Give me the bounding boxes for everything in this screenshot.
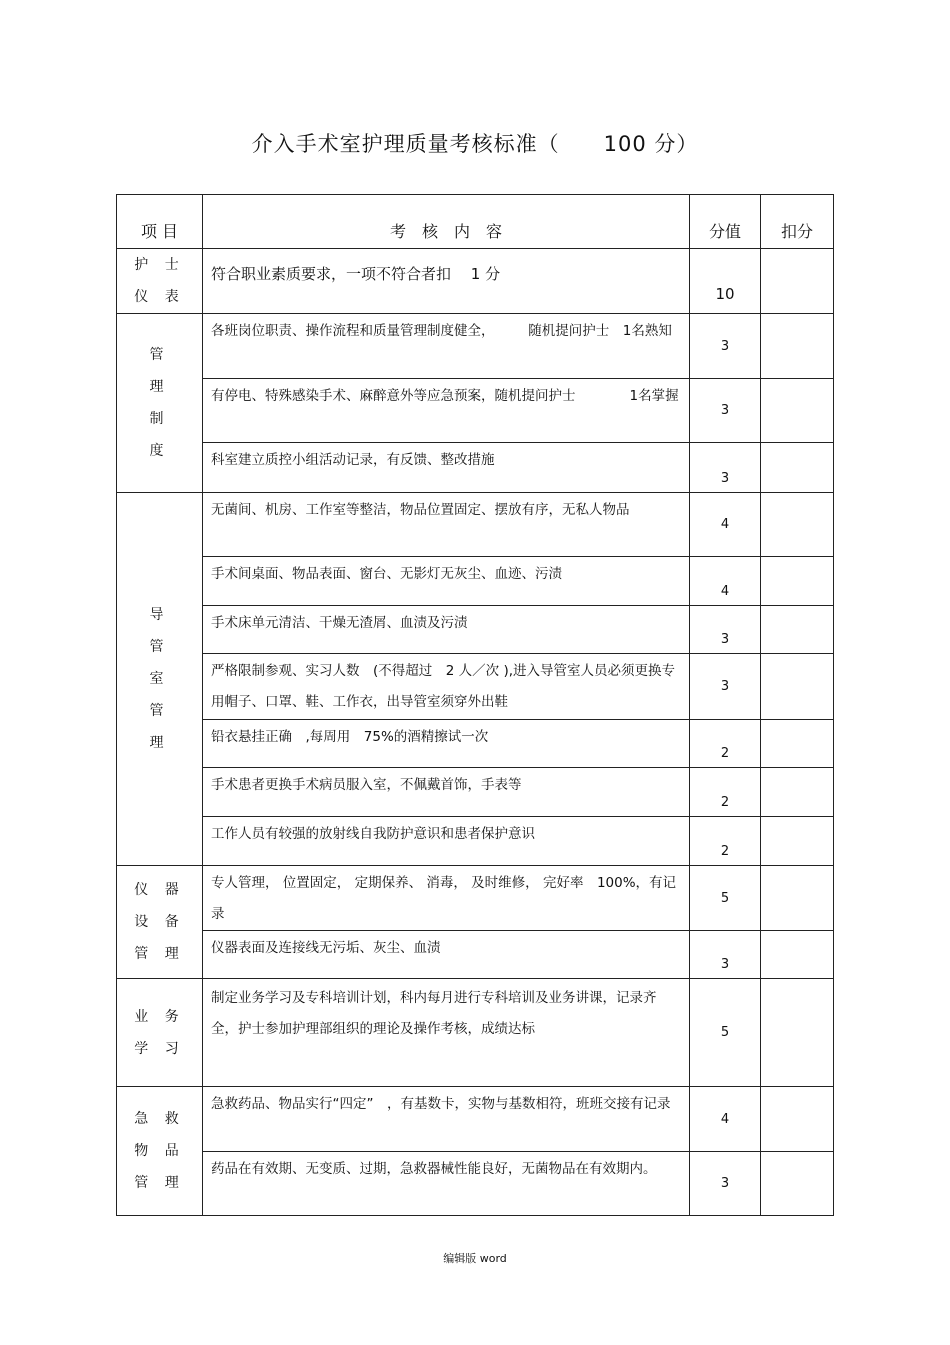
category-cell: 管 理 制 度: [117, 314, 203, 493]
table-row: [117, 557, 834, 606]
deduct-cell[interactable]: [761, 606, 834, 654]
content-cell: 制定业务学习及专科培训计划，科内每月进行专科培训及业务讲课，记录齐全，护士参加护理部组织的理论及操作考核，成绩达标: [203, 979, 690, 1087]
score-cell: 4: [690, 557, 761, 606]
content-cell: 药品在有效期、无变质、过期，急救器械性能良好，无菌物品在有效期内。: [203, 1152, 690, 1216]
table-row: [117, 493, 834, 557]
deduct-cell[interactable]: [761, 654, 834, 720]
deduct-cell[interactable]: [761, 314, 834, 379]
score-cell: 3: [690, 1152, 761, 1216]
content-cell: 手术间桌面、物品表面、窗台、无影灯无灰尘、血迹、污渍: [203, 557, 690, 606]
header-score: 分值: [690, 195, 761, 249]
deduct-cell[interactable]: [761, 931, 834, 979]
deduct-cell[interactable]: [761, 443, 834, 493]
title-score: 100 分）: [603, 132, 699, 156]
table-row: [117, 1152, 834, 1216]
category-cell: 急 救 物 品 管 理: [117, 1087, 203, 1216]
score-cell: 5: [690, 979, 761, 1087]
table-row: [117, 866, 834, 931]
table-row: [117, 720, 834, 768]
table-header-row: [117, 195, 834, 249]
table-row: [117, 443, 834, 493]
deduct-cell[interactable]: [761, 768, 834, 817]
table-row: [117, 817, 834, 866]
deduct-cell[interactable]: [761, 557, 834, 606]
table-row: [117, 1087, 834, 1152]
score-cell: 4: [690, 1087, 761, 1152]
header-deduct: 扣分: [761, 195, 834, 249]
content-cell: 专人管理， 位置固定， 定期保养、 消毒， 及时维修， 完好率 100%，有记录: [203, 866, 690, 931]
content-cell: 仪器表面及连接线无污垢、灰尘、血渍: [203, 931, 690, 979]
score-cell: 3: [690, 931, 761, 979]
deduct-cell[interactable]: [761, 493, 834, 557]
table-row: [117, 768, 834, 817]
footer-text: 编辑版 word: [443, 1252, 507, 1265]
table-row: [117, 606, 834, 654]
header-content: 考 核 内 容: [203, 195, 690, 249]
table-row: [117, 979, 834, 1087]
score-cell: 3: [690, 314, 761, 379]
content-cell: 手术患者更换手术病员服入室，不佩戴首饰，手表等: [203, 768, 690, 817]
category-cell: 护 士 仪 表: [117, 249, 203, 314]
score-cell: 3: [690, 379, 761, 443]
score-cell: 5: [690, 866, 761, 931]
score-cell: 2: [690, 720, 761, 768]
category-cell: 导 管 室 管 理: [117, 493, 203, 866]
content-cell: 符合职业素质要求，一项不符合者扣 1 分: [203, 249, 690, 314]
score-cell: 3: [690, 443, 761, 493]
table-row: [117, 654, 834, 720]
header-item: 项 目: [117, 195, 203, 249]
score-cell: 3: [690, 606, 761, 654]
assessment-table: [116, 194, 834, 1216]
table-row: [117, 379, 834, 443]
score-cell: 3: [690, 654, 761, 720]
category-cell: 业 务 学 习: [117, 979, 203, 1087]
table-row: [117, 931, 834, 979]
content-cell: 急救药品、物品实行“四定” ，有基数卡，实物与基数相符，班班交接有记录: [203, 1087, 690, 1152]
content-cell: 严格限制参观、实习人数 (不得超过 2 人／次 ),进入导管室人员必须更换专用帽子、口罩、鞋、工作衣，出导管室须穿外出鞋: [203, 654, 690, 720]
content-cell: 工作人员有较强的放射线自我防护意识和患者保护意识: [203, 817, 690, 866]
content-cell: 各班岗位职责、操作流程和质量管理制度健全， 随机提问护士 1名熟知: [203, 314, 690, 379]
category-cell: 仪 器 设 备 管 理: [117, 866, 203, 979]
deduct-cell[interactable]: [761, 817, 834, 866]
deduct-cell[interactable]: [761, 379, 834, 443]
content-cell: 手术床单元清洁、干燥无渣屑、血渍及污渍: [203, 606, 690, 654]
page-title: [0, 128, 950, 158]
deduct-cell[interactable]: [761, 720, 834, 768]
score-cell: 2: [690, 768, 761, 817]
deduct-cell[interactable]: [761, 249, 834, 314]
score-cell: 10: [690, 249, 761, 314]
title-text: 介入手术室护理质量考核标准（: [251, 132, 560, 156]
content-cell: 有停电、特殊感染手术、麻醉意外等应急预案，随机提问护士 1名掌握: [203, 379, 690, 443]
content-cell: 无菌间、机房、工作室等整洁，物品位置固定、摆放有序，无私人物品: [203, 493, 690, 557]
deduct-cell[interactable]: [761, 1152, 834, 1216]
table-row: [117, 314, 834, 379]
deduct-cell[interactable]: [761, 1087, 834, 1152]
table-row: [117, 249, 834, 314]
score-cell: 2: [690, 817, 761, 866]
score-cell: 4: [690, 493, 761, 557]
deduct-cell[interactable]: [761, 866, 834, 931]
content-cell: 科室建立质控小组活动记录，有反馈、整改措施: [203, 443, 690, 493]
deduct-cell[interactable]: [761, 979, 834, 1087]
content-cell: 铅衣悬挂正确 ,每周用 75%的酒精擦试一次: [203, 720, 690, 768]
